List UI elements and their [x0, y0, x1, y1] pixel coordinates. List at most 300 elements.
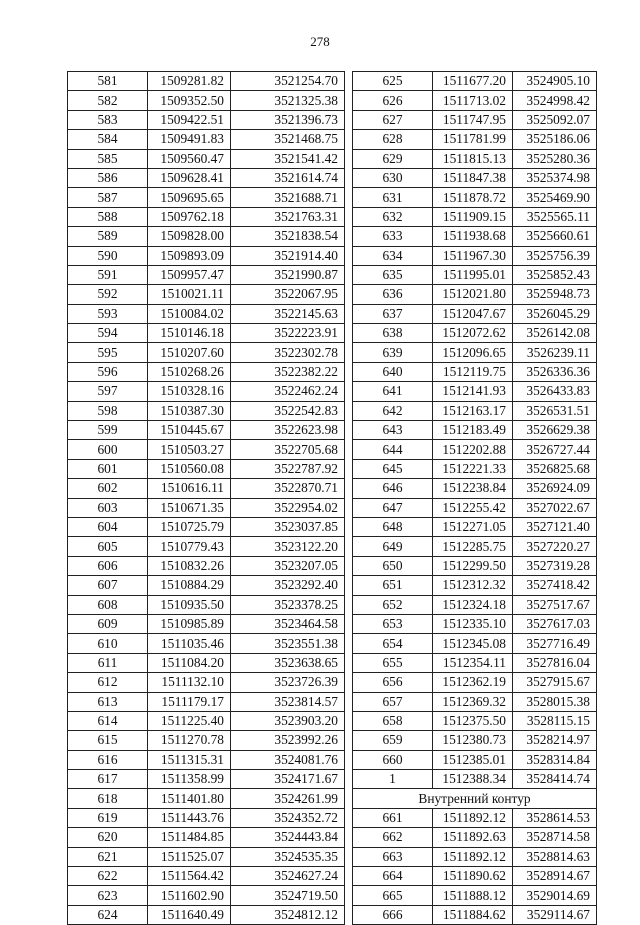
table-row: [68, 72, 345, 91]
point-number-cell: 622: [68, 867, 148, 886]
y-coordinate-cell: 3523292.40: [231, 576, 345, 595]
table-row: [68, 750, 345, 769]
y-coordinate-cell: 3528914.67: [513, 867, 597, 886]
point-number-cell: 640: [353, 362, 433, 381]
x-coordinate-cell: 1510268.26: [148, 362, 231, 381]
x-coordinate-cell: 1511892.12: [433, 808, 513, 827]
x-coordinate-cell: 1512335.10: [433, 614, 513, 633]
x-coordinate-cell: 1510328.16: [148, 382, 231, 401]
point-number-cell: 657: [353, 692, 433, 711]
y-coordinate-cell: 3523992.26: [231, 731, 345, 750]
x-coordinate-cell: 1510445.67: [148, 421, 231, 440]
point-number-cell: 628: [353, 130, 433, 149]
y-coordinate-cell: 3522382.22: [231, 362, 345, 381]
table-row: [68, 886, 345, 905]
point-number-cell: 609: [68, 614, 148, 633]
x-coordinate-cell: 1511358.99: [148, 770, 231, 789]
point-number-cell: 642: [353, 401, 433, 420]
table-row: [68, 324, 345, 343]
table-row: [353, 711, 597, 730]
y-coordinate-cell: 3523638.65: [231, 653, 345, 672]
point-number-cell: 645: [353, 459, 433, 478]
y-coordinate-cell: 3524719.50: [231, 886, 345, 905]
y-coordinate-cell: 3521838.54: [231, 227, 345, 246]
table-row: [353, 770, 597, 789]
x-coordinate-cell: 1509828.00: [148, 227, 231, 246]
table-row: [353, 537, 597, 556]
point-number-cell: 616: [68, 750, 148, 769]
table-row: [353, 440, 597, 459]
point-number-cell: 641: [353, 382, 433, 401]
y-coordinate-cell: 3524081.76: [231, 750, 345, 769]
x-coordinate-cell: 1510503.27: [148, 440, 231, 459]
point-number-cell: 611: [68, 653, 148, 672]
y-coordinate-cell: 3528614.53: [513, 808, 597, 827]
point-number-cell: 594: [68, 324, 148, 343]
point-number-cell: 589: [68, 227, 148, 246]
y-coordinate-cell: 3528015.38: [513, 692, 597, 711]
y-coordinate-cell: 3521254.70: [231, 72, 345, 91]
table-row: [68, 653, 345, 672]
x-coordinate-cell: 1510084.02: [148, 304, 231, 323]
section-header-row: [353, 789, 597, 808]
table-row: [353, 110, 597, 129]
y-coordinate-cell: 3521325.38: [231, 91, 345, 110]
point-number-cell: 587: [68, 188, 148, 207]
y-coordinate-cell: 3522787.92: [231, 459, 345, 478]
y-coordinate-cell: 3522067.95: [231, 285, 345, 304]
x-coordinate-cell: 1511484.85: [148, 828, 231, 847]
point-number-cell: 634: [353, 246, 433, 265]
x-coordinate-cell: 1512255.42: [433, 498, 513, 517]
point-number-cell: 658: [353, 711, 433, 730]
table-row: [353, 227, 597, 246]
y-coordinate-cell: 3523726.39: [231, 673, 345, 692]
point-number-cell: 583: [68, 110, 148, 129]
table-row: [353, 285, 597, 304]
table-row: [353, 808, 597, 827]
table-row: [68, 246, 345, 265]
x-coordinate-cell: 1511443.76: [148, 808, 231, 827]
x-coordinate-cell: 1510725.79: [148, 517, 231, 536]
x-coordinate-cell: 1512163.17: [433, 401, 513, 420]
point-number-cell: 654: [353, 634, 433, 653]
point-number-cell: 619: [68, 808, 148, 827]
y-coordinate-cell: 3526727.44: [513, 440, 597, 459]
y-coordinate-cell: 3525852.43: [513, 265, 597, 284]
point-number-cell: 607: [68, 576, 148, 595]
table-row: [353, 692, 597, 711]
x-coordinate-cell: 1509957.47: [148, 265, 231, 284]
table-row: [353, 731, 597, 750]
x-coordinate-cell: 1512072.62: [433, 324, 513, 343]
x-coordinate-cell: 1512141.93: [433, 382, 513, 401]
point-number-cell: 646: [353, 479, 433, 498]
y-coordinate-cell: 3525280.36: [513, 149, 597, 168]
y-coordinate-cell: 3528314.84: [513, 750, 597, 769]
x-coordinate-cell: 1511890.62: [433, 867, 513, 886]
table-row: [68, 673, 345, 692]
x-coordinate-cell: 1512345.08: [433, 634, 513, 653]
y-coordinate-cell: 3525948.73: [513, 285, 597, 304]
table-row: [353, 207, 597, 226]
y-coordinate-cell: 3527517.67: [513, 595, 597, 614]
point-number-cell: 620: [68, 828, 148, 847]
y-coordinate-cell: 3524261.99: [231, 789, 345, 808]
y-coordinate-cell: 3521688.71: [231, 188, 345, 207]
point-number-cell: 605: [68, 537, 148, 556]
y-coordinate-cell: 3524905.10: [513, 72, 597, 91]
x-coordinate-cell: 1512375.50: [433, 711, 513, 730]
y-coordinate-cell: 3522954.02: [231, 498, 345, 517]
point-number-cell: 612: [68, 673, 148, 692]
x-coordinate-cell: 1510387.30: [148, 401, 231, 420]
point-number-cell: 593: [68, 304, 148, 323]
y-coordinate-cell: 3521541.42: [231, 149, 345, 168]
y-coordinate-cell: 3524627.24: [231, 867, 345, 886]
x-coordinate-cell: 1511878.72: [433, 188, 513, 207]
x-coordinate-cell: 1511401.80: [148, 789, 231, 808]
point-number-cell: 606: [68, 556, 148, 575]
table-row: [353, 867, 597, 886]
x-coordinate-cell: 1511938.68: [433, 227, 513, 246]
x-coordinate-cell: 1511815.13: [433, 149, 513, 168]
x-coordinate-cell: 1512388.34: [433, 770, 513, 789]
point-number-cell: 649: [353, 537, 433, 556]
y-coordinate-cell: 3527022.67: [513, 498, 597, 517]
y-coordinate-cell: 3523207.05: [231, 556, 345, 575]
point-number-cell: 614: [68, 711, 148, 730]
table-row: [353, 905, 597, 924]
table-row: [68, 808, 345, 827]
y-coordinate-cell: 3526142.08: [513, 324, 597, 343]
table-row: [353, 653, 597, 672]
point-number-cell: 599: [68, 421, 148, 440]
point-number-cell: 664: [353, 867, 433, 886]
table-row: [68, 634, 345, 653]
point-number-cell: 652: [353, 595, 433, 614]
x-coordinate-cell: 1512183.49: [433, 421, 513, 440]
x-coordinate-cell: 1509560.47: [148, 149, 231, 168]
table-row: [68, 110, 345, 129]
y-coordinate-cell: 3528214.97: [513, 731, 597, 750]
point-number-cell: 600: [68, 440, 148, 459]
point-number-cell: 584: [68, 130, 148, 149]
table-row: [68, 440, 345, 459]
y-coordinate-cell: 3523122.20: [231, 537, 345, 556]
table-row: [68, 130, 345, 149]
point-number-cell: 662: [353, 828, 433, 847]
y-coordinate-cell: 3522623.98: [231, 421, 345, 440]
y-coordinate-cell: 3527716.49: [513, 634, 597, 653]
table-row: [353, 246, 597, 265]
x-coordinate-cell: 1511132.10: [148, 673, 231, 692]
point-number-cell: 626: [353, 91, 433, 110]
point-number-cell: 644: [353, 440, 433, 459]
x-coordinate-cell: 1509695.65: [148, 188, 231, 207]
point-number-cell: 630: [353, 168, 433, 187]
inner-contour-heading: Внутренний контур: [353, 789, 597, 808]
point-number-cell: 625: [353, 72, 433, 91]
point-number-cell: 1: [353, 770, 433, 789]
table-row: [68, 421, 345, 440]
y-coordinate-cell: 3521990.87: [231, 265, 345, 284]
x-coordinate-cell: 1511747.95: [433, 110, 513, 129]
point-number-cell: 653: [353, 614, 433, 633]
x-coordinate-cell: 1510671.35: [148, 498, 231, 517]
table-row: [353, 382, 597, 401]
x-coordinate-cell: 1510985.89: [148, 614, 231, 633]
y-coordinate-cell: 3523551.38: [231, 634, 345, 653]
x-coordinate-cell: 1512354.11: [433, 653, 513, 672]
point-number-cell: 659: [353, 731, 433, 750]
table-row: [68, 692, 345, 711]
y-coordinate-cell: 3528714.58: [513, 828, 597, 847]
point-number-cell: 632: [353, 207, 433, 226]
table-row: [68, 168, 345, 187]
x-coordinate-cell: 1512021.80: [433, 285, 513, 304]
y-coordinate-cell: 3521614.74: [231, 168, 345, 187]
point-number-cell: 647: [353, 498, 433, 517]
x-coordinate-cell: 1511179.17: [148, 692, 231, 711]
x-coordinate-cell: 1511525.07: [148, 847, 231, 866]
x-coordinate-cell: 1509628.41: [148, 168, 231, 187]
y-coordinate-cell: 3528814.63: [513, 847, 597, 866]
point-number-cell: 615: [68, 731, 148, 750]
y-coordinate-cell: 3527915.67: [513, 673, 597, 692]
table-row: [68, 227, 345, 246]
table-row: [353, 91, 597, 110]
y-coordinate-cell: 3526629.38: [513, 421, 597, 440]
y-coordinate-cell: 3527220.27: [513, 537, 597, 556]
table-row: [353, 634, 597, 653]
x-coordinate-cell: 1511564.42: [148, 867, 231, 886]
table-row: [68, 149, 345, 168]
y-coordinate-cell: 3529014.69: [513, 886, 597, 905]
table-row: [353, 517, 597, 536]
table-row: [68, 362, 345, 381]
point-number-cell: 637: [353, 304, 433, 323]
x-coordinate-cell: 1511602.90: [148, 886, 231, 905]
x-coordinate-cell: 1509491.83: [148, 130, 231, 149]
x-coordinate-cell: 1512047.67: [433, 304, 513, 323]
y-coordinate-cell: 3524352.72: [231, 808, 345, 827]
point-number-cell: 618: [68, 789, 148, 808]
point-number-cell: 586: [68, 168, 148, 187]
y-coordinate-cell: 3524998.42: [513, 91, 597, 110]
y-coordinate-cell: 3522870.71: [231, 479, 345, 498]
y-coordinate-cell: 3528414.74: [513, 770, 597, 789]
y-coordinate-cell: 3527121.40: [513, 517, 597, 536]
point-number-cell: 638: [353, 324, 433, 343]
x-coordinate-cell: 1512096.65: [433, 343, 513, 362]
x-coordinate-cell: 1511995.01: [433, 265, 513, 284]
table-row: [68, 517, 345, 536]
table-row: [68, 91, 345, 110]
y-coordinate-cell: 3521468.75: [231, 130, 345, 149]
x-coordinate-cell: 1512369.32: [433, 692, 513, 711]
table-row: [353, 614, 597, 633]
x-coordinate-cell: 1512238.84: [433, 479, 513, 498]
table-row: [353, 886, 597, 905]
x-coordinate-cell: 1510021.11: [148, 285, 231, 304]
table-row: [353, 479, 597, 498]
point-number-cell: 666: [353, 905, 433, 924]
y-coordinate-cell: 3527816.04: [513, 653, 597, 672]
x-coordinate-cell: 1510207.60: [148, 343, 231, 362]
y-coordinate-cell: 3522705.68: [231, 440, 345, 459]
point-number-cell: 665: [353, 886, 433, 905]
table-row: [68, 459, 345, 478]
point-number-cell: 635: [353, 265, 433, 284]
y-coordinate-cell: 3522542.83: [231, 401, 345, 420]
y-coordinate-cell: 3524812.12: [231, 905, 345, 924]
y-coordinate-cell: 3525660.61: [513, 227, 597, 246]
y-coordinate-cell: 3522145.63: [231, 304, 345, 323]
table-row: [353, 149, 597, 168]
point-number-cell: 631: [353, 188, 433, 207]
y-coordinate-cell: 3525186.06: [513, 130, 597, 149]
point-number-cell: 636: [353, 285, 433, 304]
x-coordinate-cell: 1512324.18: [433, 595, 513, 614]
table-row: [353, 362, 597, 381]
table-row: [68, 304, 345, 323]
x-coordinate-cell: 1509281.82: [148, 72, 231, 91]
x-coordinate-cell: 1512202.88: [433, 440, 513, 459]
x-coordinate-cell: 1510560.08: [148, 459, 231, 478]
x-coordinate-cell: 1512312.32: [433, 576, 513, 595]
table-row: [353, 673, 597, 692]
y-coordinate-cell: 3526045.29: [513, 304, 597, 323]
point-number-cell: 663: [353, 847, 433, 866]
table-row: [68, 595, 345, 614]
x-coordinate-cell: 1510146.18: [148, 324, 231, 343]
point-number-cell: 602: [68, 479, 148, 498]
x-coordinate-cell: 1511225.40: [148, 711, 231, 730]
y-coordinate-cell: 3521763.31: [231, 207, 345, 226]
table-row: [353, 498, 597, 517]
table-row: [68, 207, 345, 226]
x-coordinate-cell: 1512119.75: [433, 362, 513, 381]
y-coordinate-cell: 3523814.57: [231, 692, 345, 711]
point-number-cell: 608: [68, 595, 148, 614]
point-number-cell: 651: [353, 576, 433, 595]
y-coordinate-cell: 3527617.03: [513, 614, 597, 633]
x-coordinate-cell: 1511315.31: [148, 750, 231, 769]
x-coordinate-cell: 1512221.33: [433, 459, 513, 478]
table-row: [68, 343, 345, 362]
table-row: [68, 614, 345, 633]
x-coordinate-cell: 1511888.12: [433, 886, 513, 905]
point-number-cell: 590: [68, 246, 148, 265]
point-number-cell: 601: [68, 459, 148, 478]
point-number-cell: 595: [68, 343, 148, 362]
y-coordinate-cell: 3526336.36: [513, 362, 597, 381]
table-row: [68, 828, 345, 847]
y-coordinate-cell: 3524171.67: [231, 770, 345, 789]
y-coordinate-cell: 3525092.07: [513, 110, 597, 129]
table-row: [68, 285, 345, 304]
x-coordinate-cell: 1510779.43: [148, 537, 231, 556]
x-coordinate-cell: 1511967.30: [433, 246, 513, 265]
point-number-cell: 656: [353, 673, 433, 692]
point-number-cell: 588: [68, 207, 148, 226]
table-row: [68, 556, 345, 575]
x-coordinate-cell: 1510884.29: [148, 576, 231, 595]
table-row: [68, 401, 345, 420]
point-number-cell: 621: [68, 847, 148, 866]
x-coordinate-cell: 1511084.20: [148, 653, 231, 672]
y-coordinate-cell: 3526825.68: [513, 459, 597, 478]
point-number-cell: 581: [68, 72, 148, 91]
y-coordinate-cell: 3525565.11: [513, 207, 597, 226]
x-coordinate-cell: 1512285.75: [433, 537, 513, 556]
y-coordinate-cell: 3523903.20: [231, 711, 345, 730]
table-row: [353, 130, 597, 149]
x-coordinate-cell: 1512271.05: [433, 517, 513, 536]
y-coordinate-cell: 3523037.85: [231, 517, 345, 536]
x-coordinate-cell: 1509893.09: [148, 246, 231, 265]
x-coordinate-cell: 1512299.50: [433, 556, 513, 575]
x-coordinate-cell: 1509762.18: [148, 207, 231, 226]
table-row: [353, 343, 597, 362]
point-number-cell: 613: [68, 692, 148, 711]
coordinates-table-right: [352, 71, 597, 925]
y-coordinate-cell: 3525756.39: [513, 246, 597, 265]
point-number-cell: 585: [68, 149, 148, 168]
table-row: [353, 595, 597, 614]
y-coordinate-cell: 3524443.84: [231, 828, 345, 847]
table-row: [68, 382, 345, 401]
y-coordinate-cell: 3528115.15: [513, 711, 597, 730]
table-row: [353, 265, 597, 284]
x-coordinate-cell: 1511781.99: [433, 130, 513, 149]
y-coordinate-cell: 3522302.78: [231, 343, 345, 362]
x-coordinate-cell: 1511270.78: [148, 731, 231, 750]
y-coordinate-cell: 3524535.35: [231, 847, 345, 866]
point-number-cell: 596: [68, 362, 148, 381]
y-coordinate-cell: 3526239.11: [513, 343, 597, 362]
x-coordinate-cell: 1510616.11: [148, 479, 231, 498]
point-number-cell: 629: [353, 149, 433, 168]
table-row: [68, 576, 345, 595]
table-row: [68, 537, 345, 556]
table-row: [68, 188, 345, 207]
point-number-cell: 591: [68, 265, 148, 284]
table-row: [353, 168, 597, 187]
x-coordinate-cell: 1509422.51: [148, 110, 231, 129]
x-coordinate-cell: 1511909.15: [433, 207, 513, 226]
point-number-cell: 627: [353, 110, 433, 129]
x-coordinate-cell: 1510832.26: [148, 556, 231, 575]
y-coordinate-cell: 3526433.83: [513, 382, 597, 401]
table-row: [353, 324, 597, 343]
y-coordinate-cell: 3526531.51: [513, 401, 597, 420]
table-row: [68, 265, 345, 284]
point-number-cell: 655: [353, 653, 433, 672]
table-row: [68, 770, 345, 789]
point-number-cell: 604: [68, 517, 148, 536]
point-number-cell: 661: [353, 808, 433, 827]
point-number-cell: 643: [353, 421, 433, 440]
x-coordinate-cell: 1509352.50: [148, 91, 231, 110]
y-coordinate-cell: 3521914.40: [231, 246, 345, 265]
point-number-cell: 617: [68, 770, 148, 789]
point-number-cell: 624: [68, 905, 148, 924]
y-coordinate-cell: 3523464.58: [231, 614, 345, 633]
page-number: 278: [310, 34, 330, 49]
table-row: [353, 847, 597, 866]
